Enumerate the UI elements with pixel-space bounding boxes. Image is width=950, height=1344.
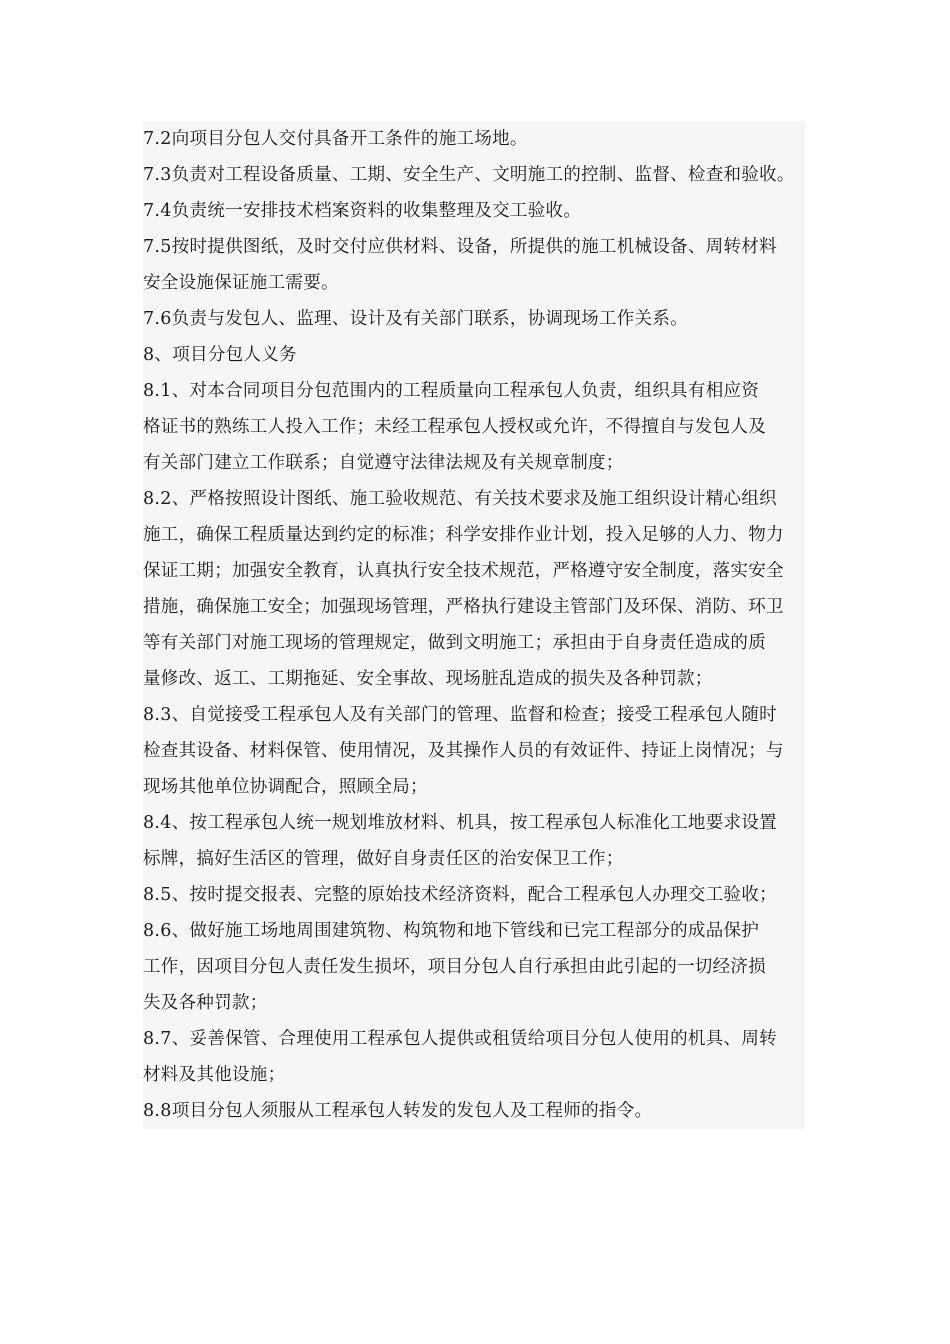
text-line: 7.6负责与发包人、监理、设计及有关部门联系，协调现场工作关系。 [143, 309, 688, 329]
text-line: 8.2、严格按照设计图纸、施工验收规范、有关技术要求及施工组织设计精心组织 [143, 489, 777, 509]
text-line: 8.5、按时提交报表、完整的原始技术经济资料，配合工程承包人办理交工验收； [143, 885, 777, 905]
text-line: 8.7、妥善保管、合理使用工程承包人提供或租赁给项目分包人使用的机具、周转 [143, 1029, 777, 1049]
text-line: 7.5按时提供图纸，及时交付应供材料、设备，所提供的施工机械设备、周转材料 [143, 237, 777, 257]
text-line: 等有关部门对施工现场的管理规定，做到文明施工；承担由于自身责任造成的质 [143, 633, 766, 653]
document-text-block [143, 121, 805, 1129]
text-line: 8.4、按工程承包人统一规划堆放材料、机具，按工程承包人标准化工地要求设置 [143, 813, 777, 833]
text-line: 保证工期；加强安全教育，认真执行安全技术规范，严格遵守安全制度，落实安全 [143, 561, 784, 581]
text-line: 7.2向项目分包人交付具备开工条件的施工场地。 [143, 129, 528, 149]
text-line: 7.3负责对工程设备质量、工期、安全生产、文明施工的控制、监督、检查和验收。 [143, 165, 795, 185]
text-line: 8.3、自觉接受工程承包人及有关部门的管理、监督和检查；接受工程承包人随时 [143, 705, 777, 725]
text-line: 8.1、对本合同项目分包范围内的工程质量向工程承包人负责，组织具有相应资 [143, 381, 760, 401]
text-line: 检查其设备、材料保管、使用情况，及其操作人员的有效证件、持证上岗情况；与 [143, 741, 784, 761]
text-line: 安全设施保证施工需要。 [143, 273, 339, 293]
text-line: 7.4负责统一安排技术档案资料的收集整理及交工验收。 [143, 201, 582, 221]
text-line: 施工，确保工程质量达到约定的标准；科学安排作业计划，投入足够的人力、物力 [143, 525, 784, 545]
text-line: 措施，确保施工安全；加强现场管理，严格执行建设主管部门及环保、消防、环卫 [143, 597, 784, 617]
text-line: 有关部门建立工作联系；自觉遵守法律法规及有关规章制度； [143, 453, 624, 473]
text-line: 8.8项目分包人须服从工程承包人转发的发包人及工程师的指令。 [143, 1101, 653, 1121]
text-line: 材料及其他设施； [143, 1065, 286, 1085]
text-line: 失及各种罚款； [143, 993, 268, 1013]
text-line: 格证书的熟练工人投入工作；未经工程承包人授权或允许，不得擅自与发包人及 [143, 417, 766, 437]
text-line: 量修改、返工、工期拖延、安全事故、现场脏乱造成的损失及各种罚款； [143, 669, 713, 689]
text-line: 现场其他单位协调配合，照顾全局； [143, 777, 428, 797]
text-line: 工作，因项目分包人责任发生损坏，项目分包人自行承担由此引起的一切经济损 [143, 957, 766, 977]
text-line: 标牌，搞好生活区的管理，做好自身责任区的治安保卫工作； [143, 849, 624, 869]
section-heading: 8、项目分包人义务 [143, 345, 297, 365]
text-line: 8.6、做好施工场地周围建筑物、构筑物和地下管线和已完工程部分的成品保护 [143, 921, 760, 941]
